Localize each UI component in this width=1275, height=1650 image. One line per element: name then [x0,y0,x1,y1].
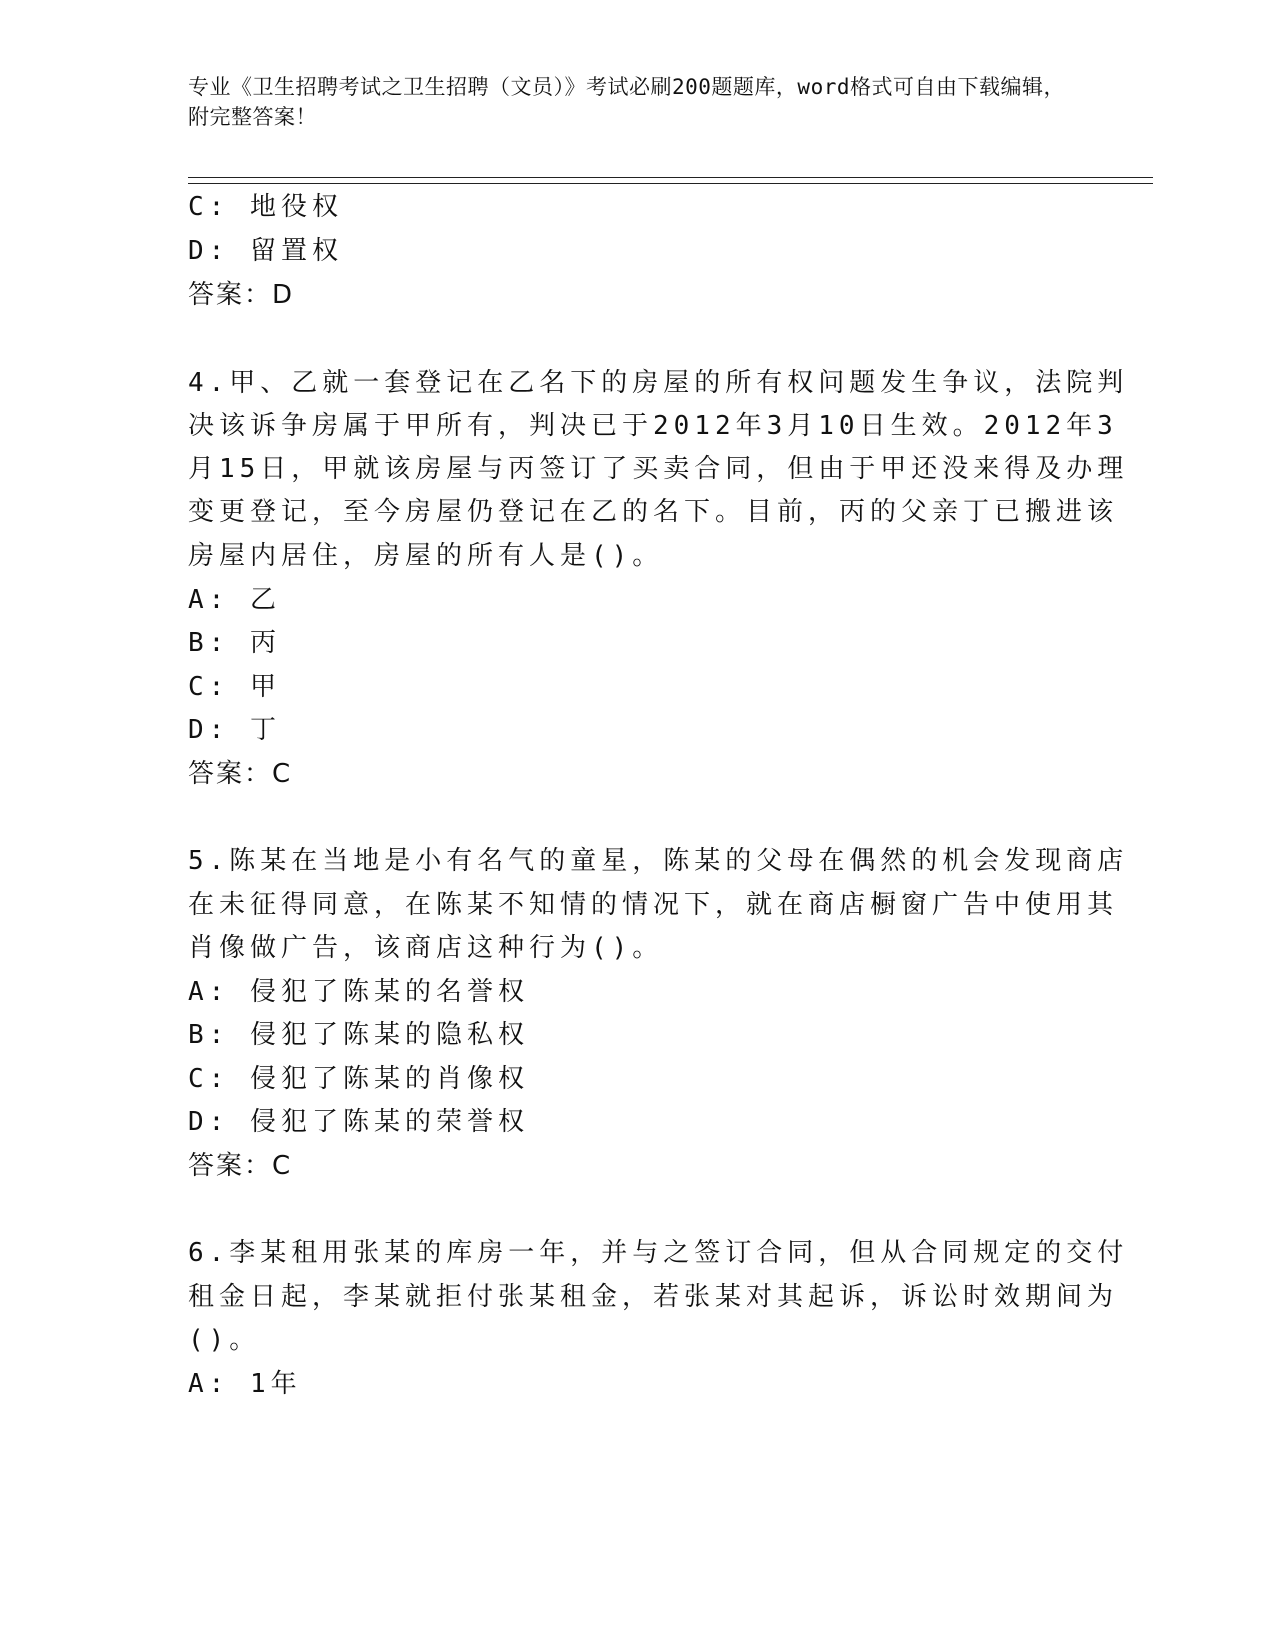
document-header: 专业《卫生招聘考试之卫生招聘（文员）》考试必刷200题题库，word格式可自由下载编辑，附完整答案！ [188,75,1065,129]
q3-answer: 答案：D [188,280,295,310]
q6-option-a: A: 1年 [188,1369,302,1399]
q4-option-b: B: 丙 [188,628,281,658]
q5-stem-line: 5.陈某在当地是小有名气的童星，陈某的父母在偶然的机会发现商店 [188,846,1129,876]
q5-option-a: A: 侵犯了陈某的名誉权 [188,977,529,1007]
q4-option-d: D: 丁 [188,715,281,745]
q5-option-b: B: 侵犯了陈某的隐私权 [188,1020,529,1050]
q3-option-c: C: 地役权 [188,192,343,222]
q3-option-d: D: 留置权 [188,236,343,266]
q4-option-a: A: 乙 [188,585,281,615]
q6-stem-line: 6.李某租用张某的库房一年，并与之签订合同，但从合同规定的交付 [188,1238,1129,1268]
q4-stem-line: 房屋内居住，房屋的所有人是()。 [188,541,664,571]
header-divider-top [188,177,1153,178]
q4-stem-line: 变更登记，至今房屋仍登记在乙的名下。目前，丙的父亲丁已搬进该 [188,497,1119,527]
q4-answer: 答案：C [188,759,293,789]
q5-stem-line: 肖像做广告，该商店这种行为()。 [188,933,664,963]
q6-stem-line: ()。 [188,1325,261,1355]
q5-option-c: C: 侵犯了陈某的肖像权 [188,1064,529,1094]
q5-stem-line: 在未征得同意，在陈某不知情的情况下，就在商店橱窗广告中使用其 [188,890,1119,920]
q4-option-c: C: 甲 [188,672,281,702]
q5-answer: 答案：C [188,1151,293,1181]
q6-stem-line: 租金日起，李某就拒付张某租金，若张某对其起诉，诉讼时效期间为 [188,1282,1119,1312]
header-divider-bottom [188,183,1153,184]
q4-stem-line: 决该诉争房属于甲所有，判决已于2012年3月10日生效。2012年3 [188,411,1118,441]
q4-stem-line: 月15日，甲就该房屋与丙签订了买卖合同，但由于甲还没来得及办理 [188,454,1129,484]
q4-stem-line: 4.甲、乙就一套登记在乙名下的房屋的所有权问题发生争议，法院判 [188,368,1129,398]
q5-option-d: D: 侵犯了陈某的荣誉权 [188,1107,529,1137]
